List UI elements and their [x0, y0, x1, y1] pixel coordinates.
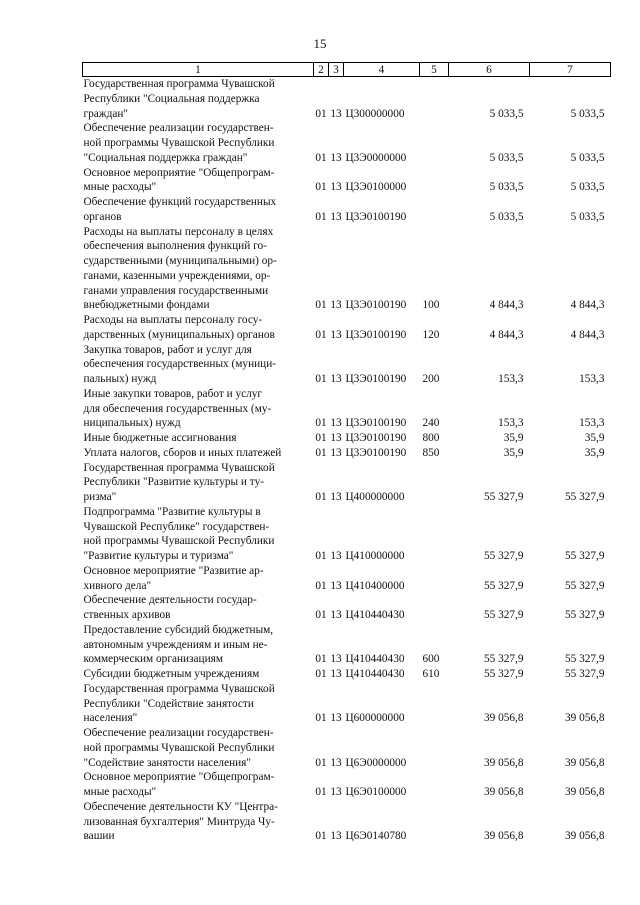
subsection-code-cell: 13: [330, 550, 342, 562]
section-code-cell: 01: [315, 417, 327, 430]
subsection-code-cell: 13: [330, 653, 342, 666]
subsection-code-cell: 13: [330, 432, 342, 444]
amount-cell-7: 4 844,3: [570, 299, 605, 312]
row-name-line: Чувашской Республике" государствен-: [83, 520, 270, 533]
row-name-line: пальных) нужд: [83, 373, 157, 385]
column-header-2: 2: [314, 63, 329, 77]
table-row: [83, 682, 611, 726]
target-article-cell: Ц3Э0100190: [345, 373, 407, 385]
target-article-cell: Ц3Э0100190: [345, 446, 407, 459]
target-article-cell: Ц6Э0100000: [345, 786, 407, 798]
row-name-cell: [83, 800, 314, 844]
subsection-code-cell: 13: [330, 491, 342, 503]
row-name-line: ной программы Чувашской Республики: [83, 741, 275, 754]
row-name-line: Закупка товаров, работ и услуг для: [83, 343, 252, 356]
row-name-line: внебюджетными фондами: [83, 299, 210, 312]
table-row: [83, 726, 611, 770]
row-name-line: ной программы Чувашской Республики: [83, 137, 275, 149]
row-name-line: Государственная программа Чувашской: [83, 682, 275, 695]
amount-cell-6: 4 844,3: [489, 328, 524, 341]
amount-cell-7: 55 327,9: [564, 491, 605, 503]
row-name-cell: [83, 623, 314, 667]
table-body: [83, 77, 611, 845]
subsection-code-cell: 13: [330, 609, 342, 621]
row-name-line: Обеспечение деятельности КУ "Центра-: [83, 800, 278, 813]
amount-cell-6: 4 844,3: [489, 299, 524, 312]
expense-type-cell: 600: [422, 653, 440, 666]
expense-type-cell: 610: [422, 668, 440, 680]
row-name-line: сударственными (муниципальными) ор-: [83, 255, 277, 267]
row-name-cell: [83, 225, 314, 314]
amount-cell-7: 55 327,9: [564, 653, 605, 666]
target-article-cell: Ц410440430: [345, 668, 405, 680]
table-row: [83, 461, 611, 505]
section-code-cell: 01: [315, 550, 327, 562]
subsection-code-cell: 13: [330, 417, 342, 430]
row-name-line: Обеспечение реализации государствен-: [83, 727, 274, 739]
amount-cell-6: 153,3: [498, 417, 524, 430]
row-name-cell: [83, 121, 314, 165]
row-name-cell: [83, 77, 314, 122]
row-name-line: обеспечения выполнения функций го-: [83, 240, 267, 253]
column-header-6: 6: [449, 63, 530, 77]
row-name-cell: [83, 726, 314, 770]
amount-cell-7: 39 056,8: [564, 830, 605, 843]
subsection-code-cell: 13: [330, 668, 342, 680]
row-name-cell: [83, 593, 314, 623]
table-row: [83, 446, 611, 461]
amount-cell-7: 153,3: [579, 373, 605, 385]
target-article-cell: Ц400000000: [345, 491, 405, 503]
section-code-cell: 01: [315, 653, 327, 666]
target-article-cell: Ц410440430: [345, 609, 405, 621]
row-name-line: коммерческим организациям: [83, 653, 223, 666]
row-name-line: Государственная программа Чувашской: [83, 78, 275, 90]
expense-type-cell: [420, 800, 449, 844]
row-name-cell: [83, 461, 314, 505]
amount-cell-7: 55 327,9: [564, 550, 605, 562]
amount-cell-6: 39 056,8: [483, 786, 524, 798]
row-name-line: Республики "Развитие культуры и ту-: [83, 476, 264, 489]
row-name-cell: [83, 166, 314, 196]
subsection-code-cell: 13: [330, 328, 342, 341]
target-article-cell: Ц3Э0100000: [345, 181, 407, 194]
row-name-line: автономным учреждениям и иным не-: [83, 638, 268, 651]
column-header-7: 7: [530, 63, 611, 77]
amount-cell-7: 55 327,9: [564, 609, 605, 621]
expense-type-cell: 850: [422, 446, 440, 459]
subsection-code-cell: 13: [330, 446, 342, 459]
row-name-line: мные расходы": [83, 786, 157, 798]
amount-cell-7: 35,9: [584, 432, 605, 444]
table-row: [83, 770, 611, 800]
amount-cell-7: 39 056,8: [564, 712, 605, 725]
section-code-cell: 01: [315, 432, 327, 444]
expense-type-cell: [420, 77, 449, 122]
expense-type-cell: 100: [422, 299, 440, 312]
row-name-line: "Развитие культуры и туризма": [83, 550, 234, 562]
row-name-cell: [83, 195, 314, 225]
amount-cell-6: 55 327,9: [483, 668, 524, 680]
row-name-line: Расходы на выплаты персоналу в целях: [83, 225, 274, 238]
table-row: [83, 593, 611, 623]
table-row: [83, 431, 611, 446]
target-article-cell: Ц600000000: [345, 712, 405, 725]
section-code-cell: 01: [315, 830, 327, 843]
amount-cell-6: 55 327,9: [483, 579, 524, 592]
section-code-cell: 01: [315, 210, 327, 223]
subsection-code-cell: 13: [330, 830, 342, 843]
amount-cell-6: 35,9: [503, 446, 524, 459]
amount-cell-6: 55 327,9: [483, 609, 524, 621]
amount-cell-6: 39 056,8: [483, 712, 524, 725]
subsection-code-cell: 13: [330, 756, 342, 769]
amount-cell-6: 35,9: [503, 432, 524, 444]
expense-type-cell: 200: [422, 373, 440, 385]
target-article-cell: Ц6Э0140780: [345, 830, 407, 843]
row-name-cell: [83, 770, 314, 800]
target-article-cell: Ц410000000: [345, 550, 405, 562]
row-name-line: Подпрограмма "Развитие культуры в: [83, 505, 261, 518]
section-code-cell: 01: [315, 107, 327, 120]
row-name-cell: [83, 564, 314, 594]
subsection-code-cell: 13: [330, 299, 342, 312]
row-name-line: Основное мероприятие "Общепрограм-: [83, 771, 275, 784]
row-name-cell: [83, 343, 314, 387]
expense-type-cell: [420, 505, 449, 564]
subsection-code-cell: 13: [330, 107, 342, 120]
table-row: [83, 343, 611, 387]
expense-type-cell: 240: [422, 417, 440, 430]
section-code-cell: 01: [315, 446, 327, 459]
section-code-cell: 01: [315, 491, 327, 503]
subsection-code-cell: 13: [330, 712, 342, 725]
section-code-cell: 01: [315, 299, 327, 312]
row-name-line: "Содействие занятости населения": [83, 756, 251, 769]
row-name-line: Республики "Социальная поддержка: [83, 92, 260, 105]
row-name-cell: [83, 682, 314, 726]
row-name-line: лизованная бухгалтерия" Минтруда Чу-: [83, 815, 275, 828]
section-code-cell: 01: [315, 373, 327, 385]
row-name-line: органов: [83, 210, 122, 223]
amount-cell-6: 5 033,5: [489, 181, 524, 194]
section-code-cell: 01: [315, 181, 327, 194]
row-name-line: "Социальная поддержка граждан": [83, 151, 248, 164]
column-header-5: 5: [420, 63, 449, 77]
row-name-line: граждан": [83, 107, 129, 120]
expense-type-cell: [420, 682, 449, 726]
row-name-line: населения": [83, 712, 138, 725]
section-code-cell: 01: [315, 712, 327, 725]
target-article-cell: Ц410440430: [345, 653, 405, 666]
row-name-line: обеспечения государственных (муници-: [83, 358, 277, 371]
row-name-cell: [83, 505, 314, 564]
column-header-1: 1: [83, 63, 314, 77]
amount-cell-6: 55 327,9: [483, 491, 524, 503]
row-name-line: Основное мероприятие "Развитие ар-: [83, 564, 264, 577]
target-article-cell: Ц3Э0100190: [345, 417, 407, 430]
section-code-cell: 01: [315, 668, 327, 680]
expense-type-cell: [420, 461, 449, 505]
row-name-line: ственных архивов: [83, 609, 171, 621]
section-code-cell: 01: [315, 579, 327, 592]
table-row: [83, 800, 611, 844]
row-name-cell: [83, 446, 314, 461]
subsection-code-cell: 13: [330, 786, 342, 798]
row-name-line: Уплата налогов, сборов и иных платежей: [83, 446, 282, 459]
amount-cell-7: 5 033,5: [570, 181, 605, 194]
subsection-code-cell: 13: [330, 579, 342, 592]
row-name-line: Обеспечение деятельности государ-: [83, 594, 257, 607]
row-name-line: Субсидии бюджетным учреждениям: [83, 668, 260, 680]
expense-type-cell: 800: [422, 432, 440, 444]
expense-type-cell: [420, 166, 449, 196]
expense-type-cell: [420, 121, 449, 165]
table-row: [83, 195, 611, 225]
row-name-cell: [83, 431, 314, 446]
row-name-line: ниципальных) нужд: [83, 417, 181, 430]
table-row: [83, 564, 611, 594]
expense-type-cell: [420, 726, 449, 770]
budget-table: [82, 62, 611, 844]
expense-type-cell: [420, 770, 449, 800]
section-code-cell: 01: [315, 328, 327, 341]
row-name-line: Обеспечение функций государственных: [83, 196, 277, 208]
expense-type-cell: [420, 195, 449, 225]
section-code-cell: 01: [315, 756, 327, 769]
row-name-line: ной программы Чувашской Республики: [83, 535, 275, 548]
row-name-line: Государственная программа Чувашской: [83, 461, 275, 474]
row-name-cell: [83, 667, 314, 682]
row-name-line: для обеспечения государственных (му-: [83, 402, 272, 415]
row-name-line: Иные бюджетные ассигнования: [83, 432, 237, 444]
row-name-line: ганами, казенными учреждениями, ор-: [83, 269, 271, 282]
amount-cell-7: 4 844,3: [570, 328, 605, 341]
amount-cell-7: 55 327,9: [564, 579, 605, 592]
column-header-3: 3: [329, 63, 344, 77]
row-name-cell: [83, 387, 314, 431]
amount-cell-7: 35,9: [584, 446, 605, 459]
target-article-cell: Ц3Э0100190: [345, 432, 407, 444]
row-name-line: Иные закупки товаров, работ и услуг: [83, 387, 263, 400]
table-row: [83, 505, 611, 564]
amount-cell-7: 39 056,8: [564, 786, 605, 798]
table-row: [83, 166, 611, 196]
table-row: [83, 77, 611, 122]
amount-cell-7: 39 056,8: [564, 756, 605, 769]
row-name-line: ризма": [83, 491, 117, 503]
table-row: [83, 121, 611, 165]
amount-cell-6: 153,3: [498, 373, 524, 385]
page-number: 15: [313, 36, 327, 51]
row-name-line: Обеспечение реализации государствен-: [83, 122, 274, 135]
table-header-row: [83, 63, 611, 77]
target-article-cell: Ц3Э0000000: [345, 151, 407, 164]
row-name-line: ганами управления государственными: [83, 284, 269, 297]
subsection-code-cell: 13: [330, 373, 342, 385]
row-name-line: Предоставление субсидий бюджетным,: [83, 623, 274, 636]
table-row: [83, 225, 611, 314]
row-name-cell: [83, 313, 314, 343]
table-row: [83, 387, 611, 431]
amount-cell-6: 5 033,5: [489, 210, 524, 223]
section-code-cell: 01: [315, 151, 327, 164]
row-name-line: Республики "Содействие занятости: [83, 697, 254, 710]
amount-cell-6: 39 056,8: [483, 756, 524, 769]
subsection-code-cell: 13: [330, 210, 342, 223]
amount-cell-7: 153,3: [579, 417, 605, 430]
amount-cell-6: 39 056,8: [483, 830, 524, 843]
amount-cell-6: 55 327,9: [483, 653, 524, 666]
target-article-cell: Ц3Э0100190: [345, 328, 407, 341]
target-article-cell: Ц6Э0000000: [345, 756, 407, 769]
expense-type-cell: 120: [422, 328, 440, 341]
section-code-cell: 01: [315, 609, 327, 621]
section-code-cell: 01: [315, 786, 327, 798]
amount-cell-6: 5 033,5: [489, 107, 524, 120]
expense-type-cell: [420, 593, 449, 623]
amount-cell-7: 5 033,5: [570, 210, 605, 223]
row-name-line: Расходы на выплаты персоналу госу-: [83, 314, 263, 326]
amount-cell-6: 55 327,9: [483, 550, 524, 562]
amount-cell-7: 55 327,9: [564, 668, 605, 680]
column-header-4: 4: [344, 63, 420, 77]
row-name-line: Основное мероприятие "Общепрограм-: [83, 166, 275, 179]
amount-cell-7: 5 033,5: [570, 151, 605, 164]
target-article-cell: Ц3Э0100190: [345, 210, 407, 223]
table-row: [83, 667, 611, 682]
subsection-code-cell: 13: [330, 181, 342, 194]
table-row: [83, 313, 611, 343]
amount-cell-6: 5 033,5: [489, 151, 524, 164]
table-row: [83, 623, 611, 667]
row-name-line: хивного дела": [83, 579, 152, 592]
row-name-line: дарственных (муниципальных) органов: [83, 328, 275, 341]
row-name-line: мные расходы": [83, 181, 157, 194]
target-article-cell: Ц3Э0100190: [345, 299, 407, 312]
expense-type-cell: [420, 564, 449, 594]
target-article-cell: Ц300000000: [345, 107, 405, 120]
row-name-line: вашии: [83, 830, 115, 843]
subsection-code-cell: 13: [330, 151, 342, 164]
amount-cell-7: 5 033,5: [570, 107, 605, 120]
target-article-cell: Ц410400000: [345, 579, 405, 592]
